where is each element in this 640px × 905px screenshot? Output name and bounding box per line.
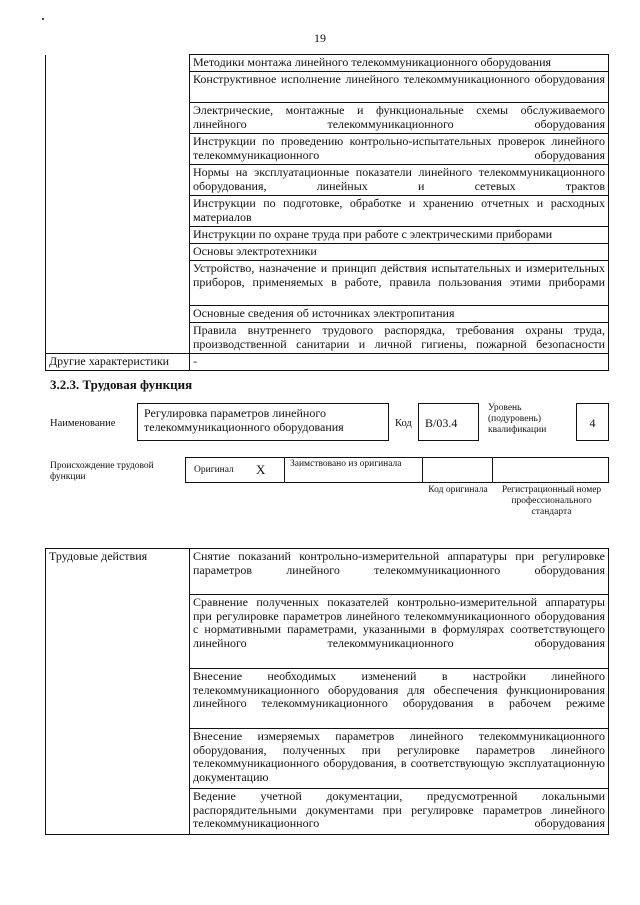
- actions-label: Трудовые действия: [46, 549, 190, 835]
- origin-label: Происхождение трудовой функции: [50, 461, 154, 482]
- scan-speck: [42, 18, 44, 20]
- action-item: Сравнение полученных показателей контрольно-измерительной аппаратуры при регулировке параметров линейного телекоммуникационного оборудования с нормативными параметрами, указанными в формулярах соответствующего линейного телекоммуникационного оборудования: [190, 595, 609, 669]
- table-row: [46, 55, 609, 72]
- name-label: Наименование: [50, 418, 116, 429]
- code-caption: Код оригинала: [428, 485, 488, 495]
- other-label: Другие характеристики: [46, 354, 190, 371]
- page-number: 19: [314, 31, 326, 45]
- actions-table: [45, 548, 609, 835]
- knowledge-item: Инструкции по охране труда при работе с электрическими приборами: [190, 227, 609, 244]
- knowledge-item: Основные сведения об источниках электропитания: [190, 306, 609, 323]
- original-mark: X: [256, 462, 266, 477]
- table-row: [46, 549, 609, 595]
- action-item: Снятие показаний контрольно-измерительной аппаратуры при регулировке параметров линейного телекоммуникационного оборудования: [190, 549, 609, 595]
- level-label: Уровень (подуровень) квалификации: [488, 403, 547, 435]
- name-value: Регулировка параметров линейного телекоммуникационного оборудования: [137, 403, 389, 441]
- borrowed-label: Заимствовано из оригинала: [290, 459, 402, 469]
- code-label: Код: [395, 418, 412, 429]
- reg-caption: Регистрационный номер профессионального стандарта: [501, 485, 602, 517]
- original-label: Оригинал: [194, 465, 234, 475]
- table-row: [46, 354, 609, 371]
- divider: [284, 457, 285, 483]
- knowledge-item: Основы электротехники: [190, 244, 609, 261]
- knowledge-item: Устройство, назначение и принцип действия испытательных и измерительных приборов, применяемых в работе, правила пользования этими приборами: [190, 261, 609, 306]
- origin-box: [185, 457, 609, 483]
- knowledge-item: Электрические, монтажные и функциональные схемы обслуживаемого линейного телекоммуникационного оборудования: [190, 103, 609, 134]
- action-item: Внесение необходимых изменений в настройки линейного телекоммуникационного оборудования для обеспечения функционирования линейного телекоммуникационного оборудования в рабочем режиме: [190, 669, 609, 729]
- section-title: 3.2.3. Трудовая функция: [50, 377, 193, 392]
- divider: [492, 457, 493, 483]
- divider: [422, 457, 423, 483]
- action-item: Ведение учетной документации, предусмотренной локальными распорядительными документами при регулировке параметров линейного телекоммуникационного оборудования: [190, 789, 609, 835]
- other-value: -: [190, 354, 609, 371]
- action-item: Внесение измеряемых параметров линейного телекоммуникационного оборудования, полученных при регулировке параметров линейного телекоммуникационного оборудования, в соответствующую эксплуатационную документацию: [190, 729, 609, 789]
- knowledge-table: [45, 54, 609, 371]
- knowledge-item: Инструкции по проведению контрольно-испытательных проверок линейного телекоммуникационного оборудования: [190, 134, 609, 165]
- knowledge-item: Методики монтажа линейного телекоммуникационного оборудования: [190, 55, 609, 72]
- level-value: 4: [576, 403, 609, 441]
- table-label-cell: [46, 55, 190, 354]
- knowledge-item: Нормы на эксплуатационные показатели линейного телекоммуникационного оборудования, линейных и сетевых трактов: [190, 165, 609, 196]
- code-value: B/03.4: [418, 403, 479, 441]
- knowledge-item: Правила внутреннего трудового распорядка, требования охраны труда, производственной санитарии и личной гигиены, пожарной безопасности: [190, 323, 609, 354]
- knowledge-item: Инструкции по подготовке, обработке и хранению отчетных и расходных материалов: [190, 196, 609, 227]
- knowledge-item: Конструктивное исполнение линейного телекоммуникационного оборудования: [190, 72, 609, 103]
